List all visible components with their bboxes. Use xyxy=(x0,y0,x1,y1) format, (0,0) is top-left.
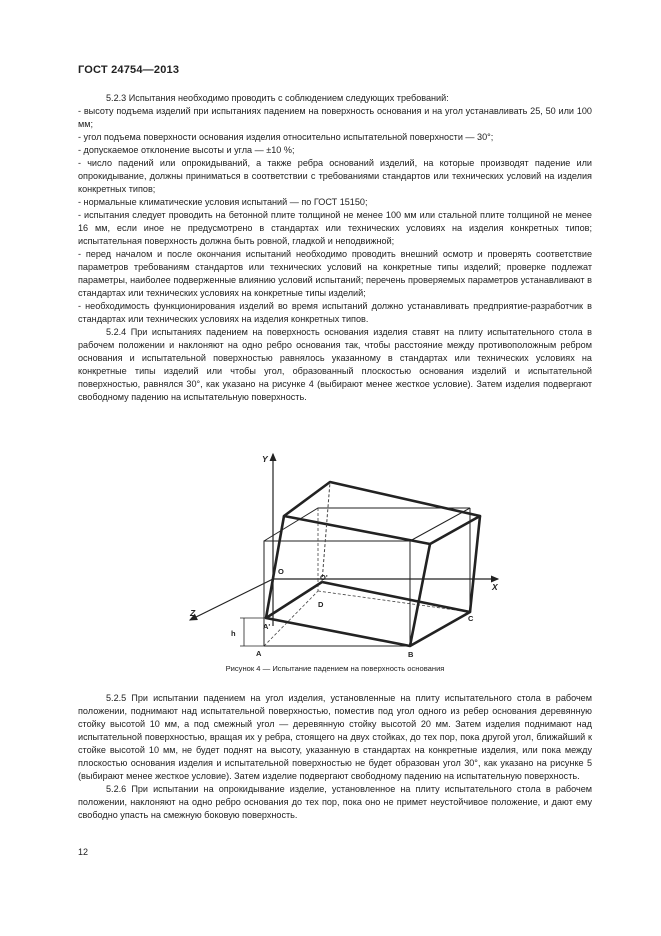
tilted-box-edge-c xyxy=(470,516,480,612)
diagram-svg xyxy=(180,446,510,658)
text-block-top xyxy=(78,92,592,404)
label-a: A xyxy=(256,649,262,658)
label-a-prime: A' xyxy=(263,622,271,631)
z-axis xyxy=(190,579,273,620)
requirement-item: - нормальные климатические условия испытаний — по ГОСТ 15150; xyxy=(78,197,368,207)
label-d: D xyxy=(318,600,324,609)
requirement-item: - допускаемое отклонение высоты и угла — ±10 %; xyxy=(78,145,295,155)
label-x: X xyxy=(492,582,498,592)
requirement-item: - угол подъема поверхности основания изделия относительно испытательной поверхности — 30°; xyxy=(78,132,494,142)
tilted-box-top xyxy=(284,482,480,544)
paragraph-5-2-3: 5.2.3 Испытания необходимо проводить с соблюдением следующих требований: xyxy=(106,93,449,103)
base-edge-dc xyxy=(318,591,470,612)
label-c: C xyxy=(468,614,474,623)
label-h: h xyxy=(231,629,236,638)
upright-box-top xyxy=(264,508,470,541)
requirement-item: - перед началом и после окончания испытаний необходимо проводить внешний осмотр и проверять соответствие параметров требованиям стандартов или технических условий на конкретные типы изделий; проверке подлежат параметры, наиболее подверженные влиянию условий испытаний; перечень проверяемых параметров устанавливают в стандартах или технических условиях на конкретные типы изделий; xyxy=(78,249,592,298)
paragraph-5-2-5: 5.2.5 При испытании падением на угол изделия, установленные на плиту испытательного стола в рабочем положении, поднимают над испытательной поверхностью, поместив под угол одного из ребер основания деревянную стойку высотой 10 мм, а под смежный угол — деревянную стойку высотой 20 мм. Затем изделия поднимают над испытательной поверхностью, вращая их у ребра, стоящего на двух стойках, до тех пор, пока другой угол, ближайший к стойке высотой 10 мм, не будет поднят на высоту, указанную в стандартах на конкретные изделия, или пока между плоскостью основания изделия и испытательной поверхностью не будет образован угол 30°, как указано на рисунке 5 (выбирают менее жесткое условие). Затем изделие подвергают свободному падению на испытательную поверхность. xyxy=(78,693,592,781)
label-y: Y xyxy=(262,454,268,464)
requirement-item: - испытания следует проводить на бетонной плите толщиной не менее 100 мм или стальной плите толщиной не менее 16 мм, если иное не предусмотрено в стандартах или технических условиях на изделия конкретных типов; испытательная поверхность должна быть ровной, гладкой и неподвижной; xyxy=(78,210,592,246)
requirement-item: - высоту подъема изделий при испытаниях падением на поверхность основания и на угол устанавливать 25, 50 или 100 мм; xyxy=(78,106,592,129)
requirement-item: - число падений или опрокидываний, а также ребра оснований изделий, на которые производят падение или опрокидывание, должны приниматься в соответствии с требованиями стандартов или технических условий на изделия конкретных типов; xyxy=(78,158,592,194)
label-b: B xyxy=(408,650,414,658)
requirement-item: - необходимость функционирования изделий во время испытаний должно устанавливать предприятие-разработчик в стандартах или технических условиях на изделия конкретных типов. xyxy=(78,301,592,324)
label-o-prime: O' xyxy=(320,573,328,582)
upright-box-front xyxy=(264,541,410,646)
document-header: ГОСТ 24754—2013 xyxy=(78,64,180,76)
figure-caption: Рисунок 4 — Испытание падением на поверхность основания xyxy=(225,664,445,673)
label-z: Z xyxy=(190,608,196,618)
paragraph-5-2-6: 5.2.6 При испытании на опрокидывание изделие, установленное на плиту испытательного стола в рабочем положении, наклоняют на одно ребро основания до тех пор, пока оно не примет неустойчивое положение, и дают ему свободно упасть на смежную боковую поверхность. xyxy=(78,784,592,820)
tilted-box-edge-d xyxy=(322,482,330,582)
label-o: O xyxy=(278,567,284,576)
paragraph-5-2-4: 5.2.4 При испытаниях падением на поверхность основания изделия ставят на плиту испытательного стола в рабочем положении и наклоняют на одно ребро основания так, чтобы расстояние между противоположным ребром основания и испытательной поверхностью равнялось указанному в стандартах или технических условиях на конкретные типы изделий или чтобы угол, образованный плоскостью основания изделий и испытательной поверхностью, равнялся 30°, как указано на рисунке 4 (выбирают менее жесткое условие). Затем изделия подвергают свободному падению на испытательную поверхность. xyxy=(78,327,592,402)
text-block-bottom xyxy=(78,692,592,822)
tilted-box-bottom xyxy=(266,582,470,646)
page-number: 12 xyxy=(78,847,89,857)
figure-4-drop-test-diagram xyxy=(180,446,510,658)
tilted-box-edge-b xyxy=(410,544,430,646)
